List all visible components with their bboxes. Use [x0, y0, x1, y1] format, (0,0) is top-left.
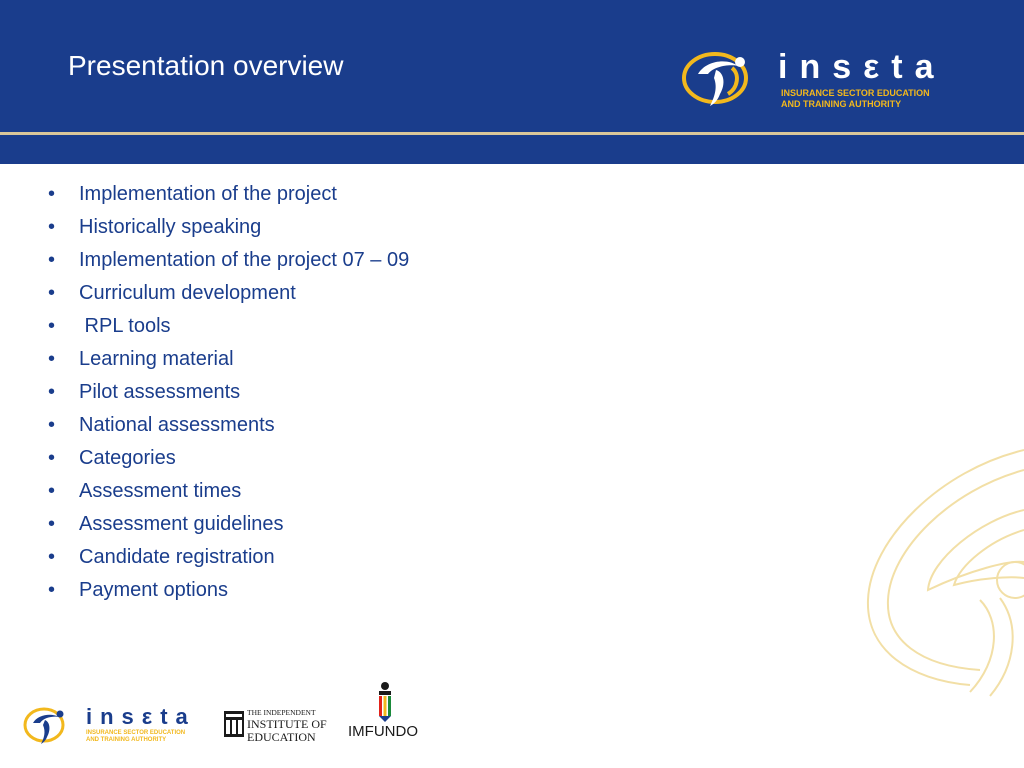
list-item: • Implementation of the project [48, 181, 409, 214]
bullet-icon: • [48, 348, 56, 370]
bullet-icon: • [48, 282, 56, 304]
inseta-logo-icon [680, 44, 756, 108]
bullet-icon: • [48, 546, 56, 568]
agenda-list [48, 181, 409, 610]
list-item: • Assessment guidelines [48, 511, 409, 544]
inseta-wordmark: insεta [778, 48, 946, 86]
header-divider [0, 132, 1024, 135]
bullet-icon: • [48, 447, 56, 469]
iie-logo-icon [224, 711, 244, 737]
footer-inseta-logo-icon [22, 702, 70, 746]
bullet-icon: • [48, 249, 56, 271]
list-item: • Payment options [48, 577, 409, 610]
list-item: • National assessments [48, 412, 409, 445]
bullet-icon: • [48, 315, 56, 337]
list-item: • Curriculum development [48, 280, 409, 313]
list-item: • Categories [48, 445, 409, 478]
footer-inseta-wordmark: insεta [86, 704, 196, 729]
list-item: • Learning material [48, 346, 409, 379]
slide-title: Presentation overview [68, 50, 344, 81]
list-item: • Implementation of the project 07 – 09 [48, 247, 409, 280]
iie-logo-text: THE INDEPENDENT INSTITUTE OF EDUCATION [247, 708, 327, 744]
imfundo-logo-icon [374, 681, 396, 723]
list-item: • Pilot assessments [48, 379, 409, 412]
bullet-icon: • [48, 579, 56, 601]
bullet-icon: • [48, 381, 56, 403]
bullet-icon: • [48, 513, 56, 535]
watermark-logo-icon [850, 430, 1024, 700]
bullet-icon: • [48, 480, 56, 502]
list-item: • Historically speaking [48, 214, 409, 247]
bullet-icon: • [48, 414, 56, 436]
list-item: • Assessment times [48, 478, 409, 511]
imfundo-logo-text: IMFUNDO [348, 723, 418, 740]
bullet-icon: • [48, 183, 56, 205]
list-item: • Candidate registration [48, 544, 409, 577]
slide-header [0, 0, 1024, 164]
list-item: • RPL tools [48, 313, 409, 346]
inseta-tagline: INSURANCE SECTOR EDUCATION AND TRAINING AUTHORITY [781, 88, 930, 109]
footer-inseta-tagline: INSURANCE SECTOR EDUCATION AND TRAINING AUTHORITY [86, 730, 186, 743]
bullet-icon: • [48, 216, 56, 238]
